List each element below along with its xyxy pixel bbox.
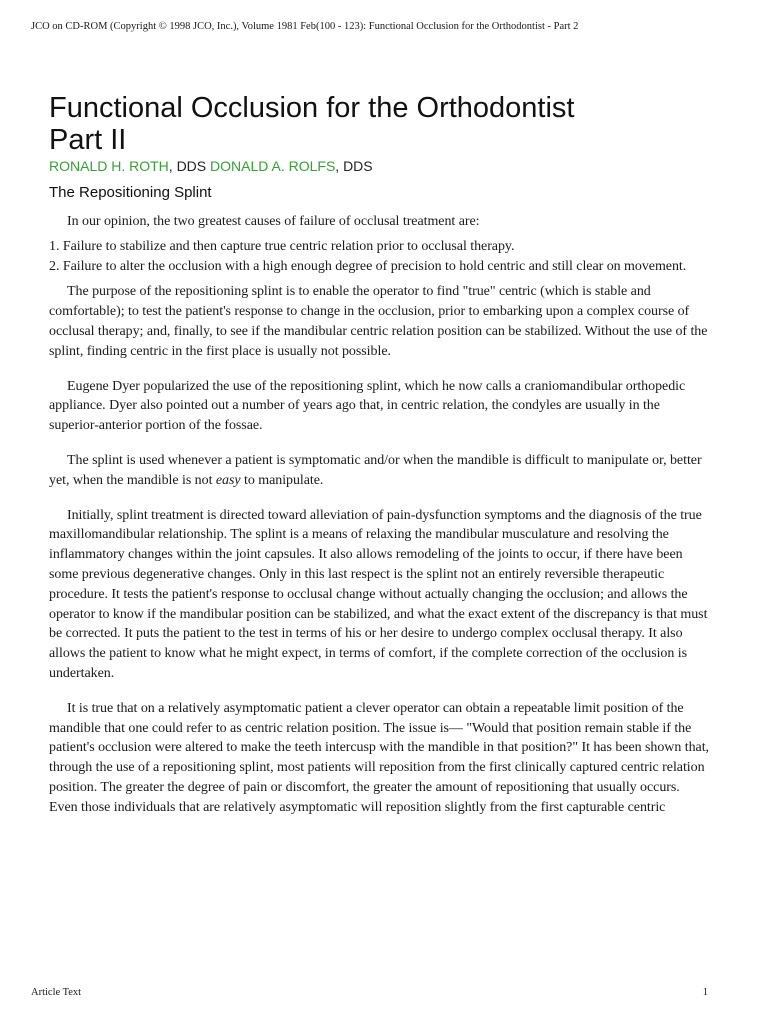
article-body — [49, 92, 709, 818]
author-degree: , DDS — [168, 158, 207, 174]
author-line — [49, 157, 709, 175]
body-paragraph: It is true that on a relatively asymptomatic patient a clever operator can obtain a repeatable limit position of the mandible that one could refer to as centric relation position. The issue is— "Would that position remain stable if the patient's occlusion were altered to make the teeth intercusp with the mandible in that position?" It has been shown that, through the use of a repositioning splint, most patients will reposition from the first clinically captured centric relation position. The greater the degree of pain or discomfort, the greater the amount of repositioning that usually occurs. Even those individuals that are relatively asymptomatic will reposition slightly from the first capturable centric — [49, 700, 710, 815]
list-item: 2. Failure to alter the occlusion with a high enough degree of precision to hold centric and still clear on movement. — [49, 258, 687, 274]
emphasized-word: easy — [215, 472, 241, 488]
section-heading: The Repositioning Splint — [49, 184, 212, 201]
body-paragraph: The purpose of the repositioning splint is to enable the operator to find "true" centric (which is stable and comfortable); to test the patient's response to change in the occlusion, prior to embarking upon a complex course of occlusal therapy; and, finally, to see if the mandibular centric relation position can be stabilized. Without the use of the splint, finding centric in the first place is usually not possible. — [49, 284, 708, 359]
numbered-list — [49, 237, 709, 277]
body-paragraph: Initially, splint treatment is directed toward alleviation of pain-dysfunction symptoms and the diagnosis of the true maxillomandibular relationship. The splint is a means of relaxing the mandibular musculature and resolving the inflammatory changes within the joint capsules. It also allows remodeling of the joints to occur, if there have been some previous degenerative changes. Only in this last respect is the splint not an entirely reversible therapeutic procedure. It tests the patient's response to occlusal change without actually changing the occlusion; and allows the operator to know if the mandibular position can be stabilized, and what the exact extent of the discrepancy is that must be corrected. It puts the patient to the test in terms of his or her desire to undergo complex occlusal therapy. It also allows the patient to know what he might expect, in terms of comfort, if the complete correction of the occlusion is undertaken. — [49, 507, 708, 681]
running-head: JCO on CD-ROM (Copyright © 1998 JCO, Inc.), Volume 1981 Feb(100 - 123): Functional Occlusion for the Orthodontist - Part 2 — [31, 21, 579, 32]
author-link-rolfs[interactable]: DONALD A. ROLFS — [210, 158, 336, 174]
intro-paragraph: In our opinion, the two greatest causes of failure of occlusal treatment are: — [67, 214, 480, 229]
title-line-2: Part II — [49, 124, 127, 156]
body-paragraph — [49, 451, 709, 491]
author-link-roth[interactable]: RONALD H. ROTH — [49, 158, 169, 174]
paragraph-text: to manipulate. — [240, 472, 324, 488]
list-item: 1. Failure to stabilize and then capture true centric relation prior to occlusal therapy. — [49, 238, 515, 254]
body-paragraph: Eugene Dyer popularized the use of the repositioning splint, which he now calls a craniomandibular orthopedic appliance. Dyer also pointed out a number of years ago that, in centric relation, the condyles are usually in the superior-anterior portion of the fossae. — [49, 378, 686, 434]
paragraph-text: The splint is used whenever a patient is symptomatic and/or when the mandible is difficult to manipulate or, better yet, when the mandible is not — [49, 452, 702, 488]
page-number: 1 — [702, 987, 708, 998]
author-degree: , DDS — [335, 158, 373, 174]
title-line-1: Functional Occlusion for the Orthodontist — [49, 92, 575, 124]
article-title — [49, 92, 709, 156]
footer-label: Article Text — [31, 987, 82, 998]
